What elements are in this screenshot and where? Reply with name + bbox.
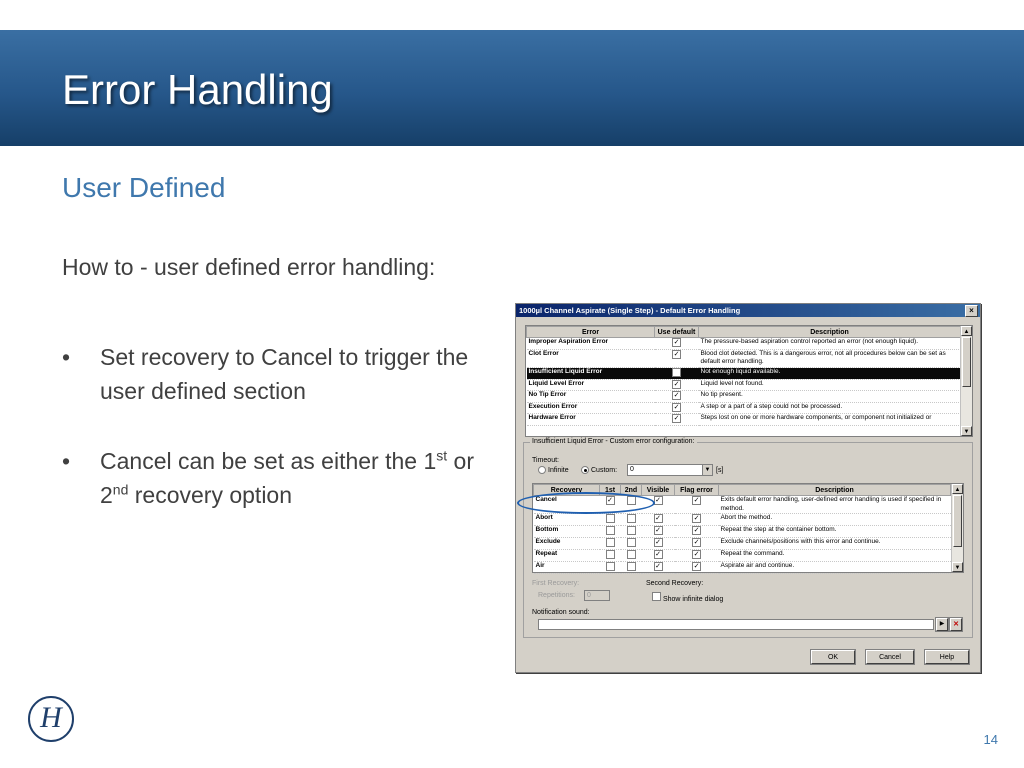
dialog-titlebar <box>516 304 980 317</box>
first-cell[interactable] <box>600 514 621 526</box>
ok-button[interactable]: OK <box>811 650 855 664</box>
use-default-cell[interactable] <box>655 349 699 367</box>
recovery-name: Repeat <box>534 550 600 562</box>
error-table <box>525 325 973 437</box>
col-header-second[interactable]: 2nd <box>621 485 642 496</box>
use-default-cell[interactable] <box>655 367 699 379</box>
delete-icon[interactable]: ✕ <box>950 618 962 631</box>
col-header-visible[interactable]: Visible <box>642 485 675 496</box>
timeout-unit: [s] <box>716 467 724 474</box>
bullet-text: Set recovery to Cancel to trigger the user defined section <box>100 344 469 404</box>
dialog-title: 1000µl Channel Aspirate (Single Step) - Default Error Handling <box>519 306 741 315</box>
radio-icon <box>538 466 546 474</box>
bullet-text-part: Cancel can be set as either the 1 <box>100 448 437 474</box>
flag-error-cell[interactable] <box>675 562 719 574</box>
col-header-use-default[interactable]: Use default <box>655 327 699 338</box>
checkbox-icon[interactable]: ✓ <box>655 539 661 546</box>
checkbox-icon[interactable]: ✓ <box>673 403 680 411</box>
table-row[interactable] <box>534 538 951 550</box>
first-recovery-label: First Recovery: <box>532 580 580 587</box>
checkbox-icon[interactable]: ✓ <box>693 515 700 522</box>
checkbox-icon[interactable]: ✓ <box>693 497 700 504</box>
recovery-name: Abort <box>534 514 600 526</box>
table-row[interactable] <box>527 402 961 414</box>
error-name: Liquid Level Error <box>527 379 655 391</box>
recovery-description: Repeat the step at the container bottom. <box>719 526 951 538</box>
help-button[interactable]: Help <box>925 650 969 664</box>
bullet-sup: nd <box>112 481 129 498</box>
checkbox-icon[interactable]: ✓ <box>673 392 680 399</box>
flag-error-cell[interactable] <box>675 514 719 526</box>
table-row[interactable] <box>527 414 961 426</box>
notification-label: Notification sound: <box>532 609 590 616</box>
visible-cell[interactable] <box>642 526 675 538</box>
slide-intro: How to - user defined error handling: <box>62 254 436 280</box>
show-infinite-checkbox[interactable] <box>652 592 723 603</box>
title-banner <box>0 30 1024 146</box>
play-icon[interactable]: ▶ <box>936 618 948 631</box>
close-icon[interactable]: × <box>965 305 978 317</box>
error-table-scrollbar[interactable] <box>960 326 972 436</box>
table-row[interactable] <box>534 562 951 574</box>
recovery-name: Exclude <box>534 538 600 550</box>
checkbox-icon[interactable] <box>606 538 615 547</box>
col-header-recovery[interactable]: Recovery <box>534 485 600 496</box>
checkbox-icon[interactable]: ✓ <box>607 497 613 504</box>
error-name: Execution Error <box>527 402 655 414</box>
flag-error-cell[interactable] <box>675 538 719 550</box>
second-cell[interactable] <box>621 514 642 526</box>
second-cell[interactable] <box>621 550 642 562</box>
bullet-sup: st <box>436 447 448 464</box>
recovery-table-scrollbar[interactable] <box>951 484 963 572</box>
checkbox-icon[interactable] <box>627 514 636 523</box>
checkbox-icon[interactable]: ✓ <box>655 497 661 504</box>
flag-error-cell[interactable] <box>675 526 719 538</box>
error-description: The pressure-based aspiration control reported an error (not enough liquid). <box>699 338 961 350</box>
checkbox-icon[interactable] <box>672 368 681 377</box>
flag-error-cell[interactable] <box>675 496 719 514</box>
checkbox-icon[interactable]: ✓ <box>693 539 700 546</box>
notification-sound-field[interactable] <box>538 619 934 630</box>
second-cell[interactable] <box>621 562 642 574</box>
error-name: Insufficient Liquid Error <box>527 367 655 379</box>
chevron-down-icon[interactable]: ▼ <box>702 465 712 475</box>
error-description: A step or a part of a step could not be processed. <box>699 402 961 414</box>
bullet-item <box>62 444 502 512</box>
error-description: No tip present. <box>699 391 961 403</box>
use-default-cell[interactable] <box>655 402 699 414</box>
bullet-dot: • <box>62 344 71 370</box>
repetitions-value: 0 <box>587 592 591 599</box>
slide-subtitle: User Defined <box>62 172 226 203</box>
recovery-description: Exclude channels/positions with this error and continue. <box>719 538 951 550</box>
checkbox-icon[interactable]: ✓ <box>693 551 700 558</box>
bullet-text-part: or 2 <box>100 448 474 508</box>
bullet-dot: • <box>62 448 71 474</box>
col-header-first[interactable]: 1st <box>600 485 621 496</box>
bullet-item <box>62 340 502 408</box>
use-default-cell[interactable] <box>655 338 699 350</box>
col-header-error[interactable]: Error <box>527 327 655 338</box>
bullet-list <box>62 340 502 548</box>
recovery-description: Aspirate air and continue. <box>719 562 951 574</box>
infinite-label: Infinite <box>548 466 569 474</box>
error-handling-dialog <box>515 303 981 673</box>
visible-cell[interactable] <box>642 562 675 574</box>
repetitions-label: Repetitions: <box>538 592 575 599</box>
visible-cell[interactable] <box>642 538 675 550</box>
checkbox-icon[interactable]: ✓ <box>673 380 680 388</box>
slide-title: Error Handling <box>62 66 333 113</box>
checkbox-icon[interactable]: ✓ <box>655 563 661 570</box>
col-header-flag-error[interactable]: Flag error <box>675 485 719 496</box>
custom-config-group <box>523 438 973 638</box>
checkbox-icon[interactable]: ✓ <box>655 515 661 522</box>
checkbox-icon[interactable]: ✓ <box>693 563 700 570</box>
error-table-body <box>527 338 961 426</box>
table-row[interactable] <box>527 379 961 391</box>
recovery-name: Cancel <box>534 496 600 514</box>
checkbox-icon[interactable]: ✓ <box>655 551 661 558</box>
checkbox-icon[interactable] <box>627 562 636 571</box>
checkbox-icon[interactable]: ✓ <box>655 527 661 534</box>
scroll-down-icon[interactable]: ▼ <box>961 426 972 436</box>
checkbox-icon[interactable] <box>627 550 636 559</box>
error-description: Not enough liquid available. <box>699 367 961 379</box>
first-cell[interactable] <box>600 550 621 562</box>
visible-cell[interactable] <box>642 514 675 526</box>
repetitions-spinner[interactable] <box>584 590 610 601</box>
page-number: 14 <box>983 732 998 747</box>
recovery-description: Repeat the command. <box>719 550 951 562</box>
scroll-up-icon[interactable]: ▲ <box>961 326 972 336</box>
col-header-recovery-description[interactable]: Description <box>719 485 951 496</box>
table-row[interactable] <box>534 550 951 562</box>
bullet-text-part: recovery option <box>128 482 293 508</box>
error-name: Clot Error <box>527 349 655 367</box>
timeout-value: 0 <box>630 466 634 473</box>
cancel-button[interactable]: Cancel <box>866 650 914 664</box>
first-cell[interactable] <box>600 526 621 538</box>
col-header-description[interactable]: Description <box>699 327 961 338</box>
table-row[interactable] <box>527 391 961 403</box>
recovery-name: Bottom <box>534 526 600 538</box>
checkbox-icon[interactable] <box>606 526 615 535</box>
first-cell[interactable] <box>600 562 621 574</box>
use-default-cell[interactable] <box>655 379 699 391</box>
checkbox-icon[interactable] <box>627 526 636 535</box>
error-description: Liquid level not found. <box>699 379 961 391</box>
custom-radio[interactable] <box>581 466 617 474</box>
scroll-up-icon[interactable]: ▲ <box>952 484 963 494</box>
scroll-down-icon[interactable]: ▼ <box>952 562 963 572</box>
scroll-thumb[interactable] <box>953 495 962 547</box>
checkbox-icon[interactable]: ✓ <box>673 350 680 358</box>
timeout-label: Timeout: <box>532 457 559 464</box>
error-name: No Tip Error <box>527 391 655 403</box>
table-row[interactable] <box>534 526 951 538</box>
table-row[interactable] <box>527 349 961 367</box>
first-cell[interactable] <box>600 538 621 550</box>
hamilton-logo-icon <box>28 696 74 742</box>
radio-checked-icon <box>581 466 589 474</box>
checkbox-icon[interactable] <box>606 550 615 559</box>
infinite-radio[interactable] <box>538 466 569 474</box>
second-cell[interactable] <box>621 538 642 550</box>
custom-label: Custom: <box>591 466 618 474</box>
checkbox-icon[interactable] <box>606 514 615 523</box>
show-infinite-label: Show infinite dialog <box>662 596 724 603</box>
checkbox-icon <box>652 592 661 601</box>
checkbox-icon[interactable]: ✓ <box>673 339 680 346</box>
flag-error-cell[interactable] <box>675 550 719 562</box>
use-default-cell[interactable] <box>655 414 699 426</box>
recovery-description: Abort the method. <box>719 514 951 526</box>
recovery-name: Air <box>534 562 600 574</box>
highlight-ellipse <box>517 492 655 514</box>
use-default-cell[interactable] <box>655 391 699 403</box>
second-recovery-label: Second Recovery: <box>646 580 704 587</box>
scroll-thumb[interactable] <box>962 337 971 387</box>
error-name: Improper Aspiration Error <box>527 338 655 350</box>
checkbox-icon[interactable] <box>606 562 615 571</box>
error-name: Hardware Error <box>527 414 655 426</box>
custom-group-label: Insufficient Liquid Error - Custom error configuration: <box>532 438 695 445</box>
second-cell[interactable] <box>621 526 642 538</box>
timeout-dropdown[interactable] <box>627 464 713 476</box>
checkbox-icon[interactable] <box>627 538 636 547</box>
visible-cell[interactable] <box>642 550 675 562</box>
checkbox-icon[interactable]: ✓ <box>673 415 680 422</box>
table-row[interactable] <box>527 367 961 379</box>
error-description: Steps lost on one or more hardware components, or component not initialized or <box>699 414 961 426</box>
logo-glyph: H <box>40 701 62 734</box>
error-description: Blood clot detected. This is a dangerous error, not all procedures below can be set as default error handling. <box>699 349 961 367</box>
table-row[interactable] <box>527 338 961 350</box>
recovery-description: Exits default error handling, user-defined error handling is used if specified in method. <box>719 496 951 514</box>
checkbox-icon[interactable]: ✓ <box>693 527 700 534</box>
table-row[interactable] <box>534 514 951 526</box>
